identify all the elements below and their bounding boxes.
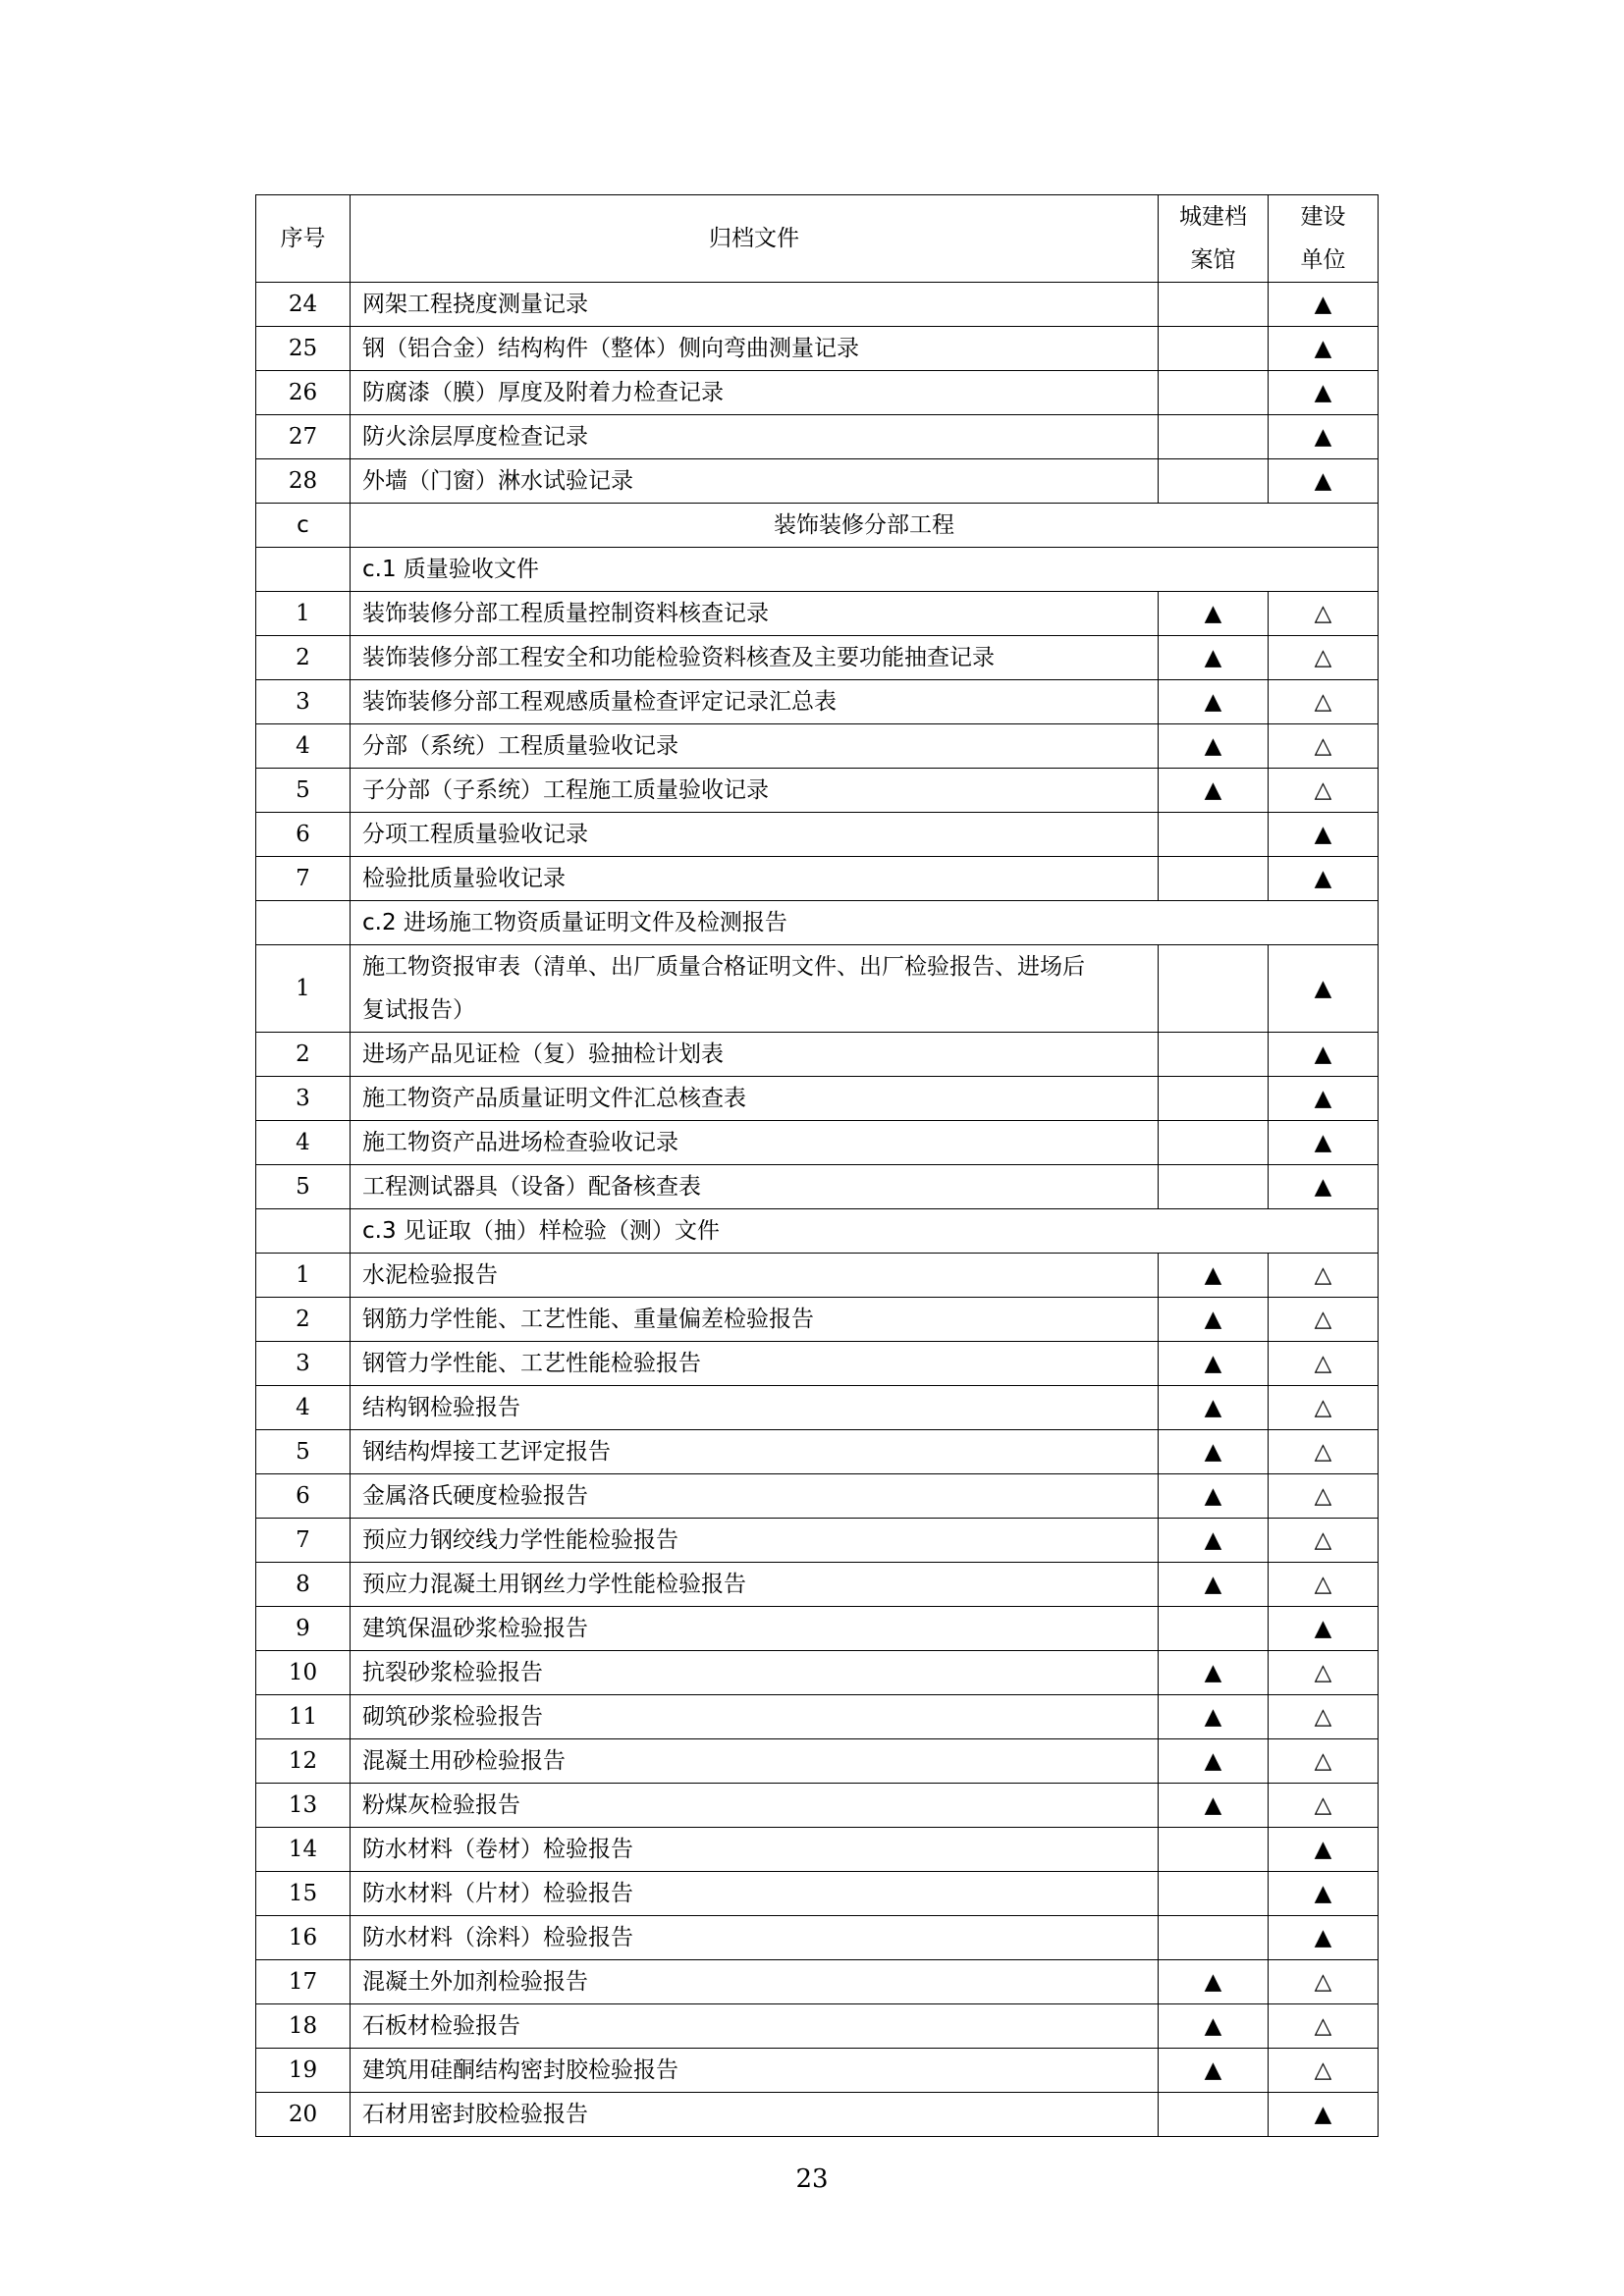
row-build-mark: ▲ — [1269, 371, 1379, 415]
rows-c1 — [256, 592, 1379, 901]
row-city-mark — [1159, 2093, 1269, 2137]
table-row — [256, 769, 1379, 813]
row-city-mark — [1159, 327, 1269, 371]
row-doc: 网架工程挠度测量记录 — [351, 283, 1159, 327]
row-build-mark: ▲ — [1269, 415, 1379, 459]
row-no: 2 — [256, 1033, 351, 1077]
row-no: 27 — [256, 415, 351, 459]
row-build-mark: △ — [1269, 1519, 1379, 1563]
table-row — [256, 1077, 1379, 1121]
header-city-line1: 城建档 — [1179, 204, 1247, 230]
row-build-mark: △ — [1269, 1784, 1379, 1828]
row-build-mark: ▲ — [1269, 1607, 1379, 1651]
row-city-mark: ▲ — [1159, 1254, 1269, 1298]
row-doc: 水泥检验报告 — [351, 1254, 1159, 1298]
row-build-mark: △ — [1269, 724, 1379, 769]
row-build-mark: ▲ — [1269, 1828, 1379, 1872]
row-city-mark — [1159, 1828, 1269, 1872]
row-no: 1 — [256, 592, 351, 636]
row-no: 15 — [256, 1872, 351, 1916]
row-build-mark: ▲ — [1269, 857, 1379, 901]
row-doc: 装饰装修分部工程观感质量检查评定记录汇总表 — [351, 680, 1159, 724]
row-no: 5 — [256, 1430, 351, 1474]
row-no: 6 — [256, 1474, 351, 1519]
row-doc: 混凝土外加剂检验报告 — [351, 1960, 1159, 2004]
row-city-mark: ▲ — [1159, 1784, 1269, 1828]
subsection-c1-title: c.1 质量验收文件 — [351, 548, 1379, 592]
row-city-mark — [1159, 1872, 1269, 1916]
table-row — [256, 813, 1379, 857]
row-city-mark — [1159, 415, 1269, 459]
row-city-mark — [1159, 1033, 1269, 1077]
header-city-line2: 案馆 — [1190, 247, 1236, 273]
table-row — [256, 592, 1379, 636]
row-doc: 施工物资产品进场检查验收记录 — [351, 1121, 1159, 1165]
row-build-mark: △ — [1269, 1386, 1379, 1430]
row-build-mark: △ — [1269, 769, 1379, 813]
row-doc: 防水材料（卷材）检验报告 — [351, 1828, 1159, 1872]
row-doc: 预应力钢绞线力学性能检验报告 — [351, 1519, 1159, 1563]
table-row — [256, 327, 1379, 371]
table-row — [256, 857, 1379, 901]
row-no: 6 — [256, 813, 351, 857]
row-build-mark: △ — [1269, 636, 1379, 680]
row-build-mark: △ — [1269, 2004, 1379, 2049]
rows-top — [256, 283, 1379, 504]
table-row — [256, 1165, 1379, 1209]
table-row — [256, 1430, 1379, 1474]
table-row — [256, 1872, 1379, 1916]
row-doc: 钢管力学性能、工艺性能检验报告 — [351, 1342, 1159, 1386]
row-build-mark: △ — [1269, 1960, 1379, 2004]
row-no: 13 — [256, 1784, 351, 1828]
section-row — [256, 504, 1379, 548]
table-row — [256, 1474, 1379, 1519]
subsection-empty-cell — [256, 901, 351, 945]
table-row — [256, 1519, 1379, 1563]
table-row — [256, 415, 1379, 459]
table-row — [256, 1342, 1379, 1386]
row-no: 11 — [256, 1695, 351, 1739]
subsection-c3-title: c.3 见证取（抽）样检验（测）文件 — [351, 1209, 1379, 1254]
row-doc: 结构钢检验报告 — [351, 1386, 1159, 1430]
row-no: 8 — [256, 1563, 351, 1607]
header-doc: 归档文件 — [351, 195, 1159, 283]
archive-table — [255, 194, 1379, 2137]
row-city-mark: ▲ — [1159, 1695, 1269, 1739]
row-city-mark: ▲ — [1159, 1739, 1269, 1784]
row-build-mark: ▲ — [1269, 2093, 1379, 2137]
row-doc: 装饰装修分部工程质量控制资料核查记录 — [351, 592, 1159, 636]
page-number: 23 — [795, 2164, 829, 2194]
subsection-c1-row — [256, 548, 1379, 592]
row-doc: 分部（系统）工程质量验收记录 — [351, 724, 1159, 769]
table-row — [256, 283, 1379, 327]
row-build-mark: △ — [1269, 1430, 1379, 1474]
row-no: 5 — [256, 769, 351, 813]
row-city-mark: ▲ — [1159, 1342, 1269, 1386]
row-doc: 石材用密封胶检验报告 — [351, 2093, 1159, 2137]
row-city-mark — [1159, 371, 1269, 415]
table-row — [256, 1607, 1379, 1651]
row-build-mark: △ — [1269, 1342, 1379, 1386]
row-city-mark — [1159, 1077, 1269, 1121]
table-row — [256, 2004, 1379, 2049]
row-build-mark: ▲ — [1269, 1077, 1379, 1121]
row-city-mark — [1159, 1121, 1269, 1165]
row-no: 18 — [256, 2004, 351, 2049]
row-doc: 建筑用硅酮结构密封胶检验报告 — [351, 2049, 1159, 2093]
row-build-mark: ▲ — [1269, 1916, 1379, 1960]
table-row — [256, 1828, 1379, 1872]
row-no: 4 — [256, 1121, 351, 1165]
row-build-mark: ▲ — [1269, 1872, 1379, 1916]
row-city-mark: ▲ — [1159, 1298, 1269, 1342]
table-row — [256, 1651, 1379, 1695]
row-no: 28 — [256, 459, 351, 504]
row-build-mark: △ — [1269, 1739, 1379, 1784]
row-no: 7 — [256, 857, 351, 901]
row-city-mark — [1159, 459, 1269, 504]
row-city-mark: ▲ — [1159, 1386, 1269, 1430]
rows-c3 — [256, 1254, 1379, 2137]
section-title: 装饰装修分部工程 — [351, 504, 1379, 548]
row-city-mark: ▲ — [1159, 680, 1269, 724]
row-no: 2 — [256, 636, 351, 680]
table-row — [256, 1386, 1379, 1430]
row-no: 7 — [256, 1519, 351, 1563]
row-build-mark: ▲ — [1269, 945, 1379, 1033]
table-row — [256, 1739, 1379, 1784]
table-row — [256, 2049, 1379, 2093]
row-doc: 子分部（子系统）工程施工质量验收记录 — [351, 769, 1159, 813]
section-c3 — [256, 1209, 1379, 1254]
row-no: 16 — [256, 1916, 351, 1960]
subsection-empty-cell — [256, 1209, 351, 1254]
row-city-mark — [1159, 813, 1269, 857]
row-no: 4 — [256, 724, 351, 769]
table-row — [256, 945, 1379, 1033]
row-no: 25 — [256, 327, 351, 371]
row-doc: 金属洛氏硬度检验报告 — [351, 1474, 1159, 1519]
row-city-mark: ▲ — [1159, 1430, 1269, 1474]
section-c2 — [256, 901, 1379, 1033]
row-no: 12 — [256, 1739, 351, 1784]
row-build-mark: △ — [1269, 1563, 1379, 1607]
row-doc: 预应力混凝土用钢丝力学性能检验报告 — [351, 1563, 1159, 1607]
table-row — [256, 1254, 1379, 1298]
row-no: 1 — [256, 945, 351, 1033]
row-city-mark: ▲ — [1159, 2049, 1269, 2093]
row-build-mark: △ — [1269, 592, 1379, 636]
row-doc: 钢（铝合金）结构构件（整体）侧向弯曲测量记录 — [351, 327, 1159, 371]
row-doc: 防水材料（片材）检验报告 — [351, 1872, 1159, 1916]
row-city-mark: ▲ — [1159, 2004, 1269, 2049]
subsection-c2-row — [256, 901, 1379, 945]
row-city-mark — [1159, 857, 1269, 901]
row-no: 1 — [256, 1254, 351, 1298]
subsection-c3-row — [256, 1209, 1379, 1254]
row-no: 3 — [256, 1077, 351, 1121]
row-doc: 防火涂层厚度检查记录 — [351, 415, 1159, 459]
row-doc: 防水材料（涂料）检验报告 — [351, 1916, 1159, 1960]
row-city-mark: ▲ — [1159, 636, 1269, 680]
row-no: 24 — [256, 283, 351, 327]
header-build-line2: 单位 — [1300, 247, 1346, 273]
row-doc: 石板材检验报告 — [351, 2004, 1159, 2049]
row-doc: 施工物资产品质量证明文件汇总核查表 — [351, 1077, 1159, 1121]
table-row — [256, 1695, 1379, 1739]
row-city-mark — [1159, 1607, 1269, 1651]
header-construction-unit — [1269, 195, 1379, 283]
row-doc: 粉煤灰检验报告 — [351, 1784, 1159, 1828]
row-city-mark: ▲ — [1159, 592, 1269, 636]
row-no: 2 — [256, 1298, 351, 1342]
row-no: 14 — [256, 1828, 351, 1872]
table-header — [256, 195, 1379, 283]
row-city-mark — [1159, 1916, 1269, 1960]
table-row — [256, 459, 1379, 504]
section-no: c — [256, 504, 351, 548]
header-no: 序号 — [256, 195, 351, 283]
row-city-mark: ▲ — [1159, 724, 1269, 769]
row-no: 26 — [256, 371, 351, 415]
table-row — [256, 636, 1379, 680]
row-doc: 装饰装修分部工程安全和功能检验资料核查及主要功能抽查记录 — [351, 636, 1159, 680]
row-build-mark: ▲ — [1269, 1165, 1379, 1209]
header-city-archive — [1159, 195, 1269, 283]
row-city-mark — [1159, 1165, 1269, 1209]
row-no: 19 — [256, 2049, 351, 2093]
row-doc: 检验批质量验收记录 — [351, 857, 1159, 901]
row-city-mark: ▲ — [1159, 769, 1269, 813]
row-doc-line1: 施工物资报审表（清单、出厂质量合格证明文件、出厂检验报告、进场后 — [362, 954, 1085, 980]
row-city-mark: ▲ — [1159, 1651, 1269, 1695]
row-city-mark — [1159, 283, 1269, 327]
table-row — [256, 724, 1379, 769]
rows-c2 — [256, 1033, 1379, 1209]
row-doc: 钢结构焊接工艺评定报告 — [351, 1430, 1159, 1474]
row-build-mark: ▲ — [1269, 1121, 1379, 1165]
row-build-mark: ▲ — [1269, 1033, 1379, 1077]
row-doc: 砌筑砂浆检验报告 — [351, 1695, 1159, 1739]
subsection-c2-title: c.2 进场施工物资质量证明文件及检测报告 — [351, 901, 1379, 945]
row-doc: 抗裂砂浆检验报告 — [351, 1651, 1159, 1695]
row-build-mark: △ — [1269, 1695, 1379, 1739]
row-city-mark — [1159, 945, 1269, 1033]
table-row — [256, 1033, 1379, 1077]
row-city-mark: ▲ — [1159, 1519, 1269, 1563]
row-build-mark: ▲ — [1269, 283, 1379, 327]
row-build-mark: ▲ — [1269, 459, 1379, 504]
table-row — [256, 1960, 1379, 2004]
row-no: 4 — [256, 1386, 351, 1430]
row-build-mark: △ — [1269, 680, 1379, 724]
row-no: 3 — [256, 1342, 351, 1386]
table-row — [256, 1563, 1379, 1607]
row-doc: 进场产品见证检（复）验抽检计划表 — [351, 1033, 1159, 1077]
row-build-mark: △ — [1269, 2049, 1379, 2093]
row-doc: 混凝土用砂检验报告 — [351, 1739, 1159, 1784]
header-build-line1: 建设 — [1300, 204, 1346, 230]
row-doc: 钢筋力学性能、工艺性能、重量偏差检验报告 — [351, 1298, 1159, 1342]
table-row — [256, 1121, 1379, 1165]
row-city-mark: ▲ — [1159, 1563, 1269, 1607]
row-city-mark: ▲ — [1159, 1960, 1269, 2004]
row-doc: 防腐漆（膜）厚度及附着力检查记录 — [351, 371, 1159, 415]
row-build-mark: ▲ — [1269, 327, 1379, 371]
table-row — [256, 1298, 1379, 1342]
row-no: 17 — [256, 1960, 351, 2004]
row-build-mark: △ — [1269, 1254, 1379, 1298]
row-doc — [351, 945, 1159, 1033]
row-build-mark: ▲ — [1269, 813, 1379, 857]
table-row — [256, 1916, 1379, 1960]
row-city-mark: ▲ — [1159, 1474, 1269, 1519]
table-row — [256, 1784, 1379, 1828]
table-row — [256, 371, 1379, 415]
table-row — [256, 2093, 1379, 2137]
row-build-mark: △ — [1269, 1474, 1379, 1519]
row-no: 5 — [256, 1165, 351, 1209]
row-build-mark: △ — [1269, 1298, 1379, 1342]
row-no: 10 — [256, 1651, 351, 1695]
row-no: 20 — [256, 2093, 351, 2137]
row-doc: 工程测试器具（设备）配备核查表 — [351, 1165, 1159, 1209]
section-c — [256, 504, 1379, 592]
row-build-mark: △ — [1269, 1651, 1379, 1695]
subsection-empty-cell — [256, 548, 351, 592]
row-doc: 外墙（门窗）淋水试验记录 — [351, 459, 1159, 504]
row-no: 3 — [256, 680, 351, 724]
row-doc: 建筑保温砂浆检验报告 — [351, 1607, 1159, 1651]
row-doc: 分项工程质量验收记录 — [351, 813, 1159, 857]
table-row — [256, 680, 1379, 724]
row-doc-line2: 复试报告） — [362, 997, 475, 1023]
row-no: 9 — [256, 1607, 351, 1651]
